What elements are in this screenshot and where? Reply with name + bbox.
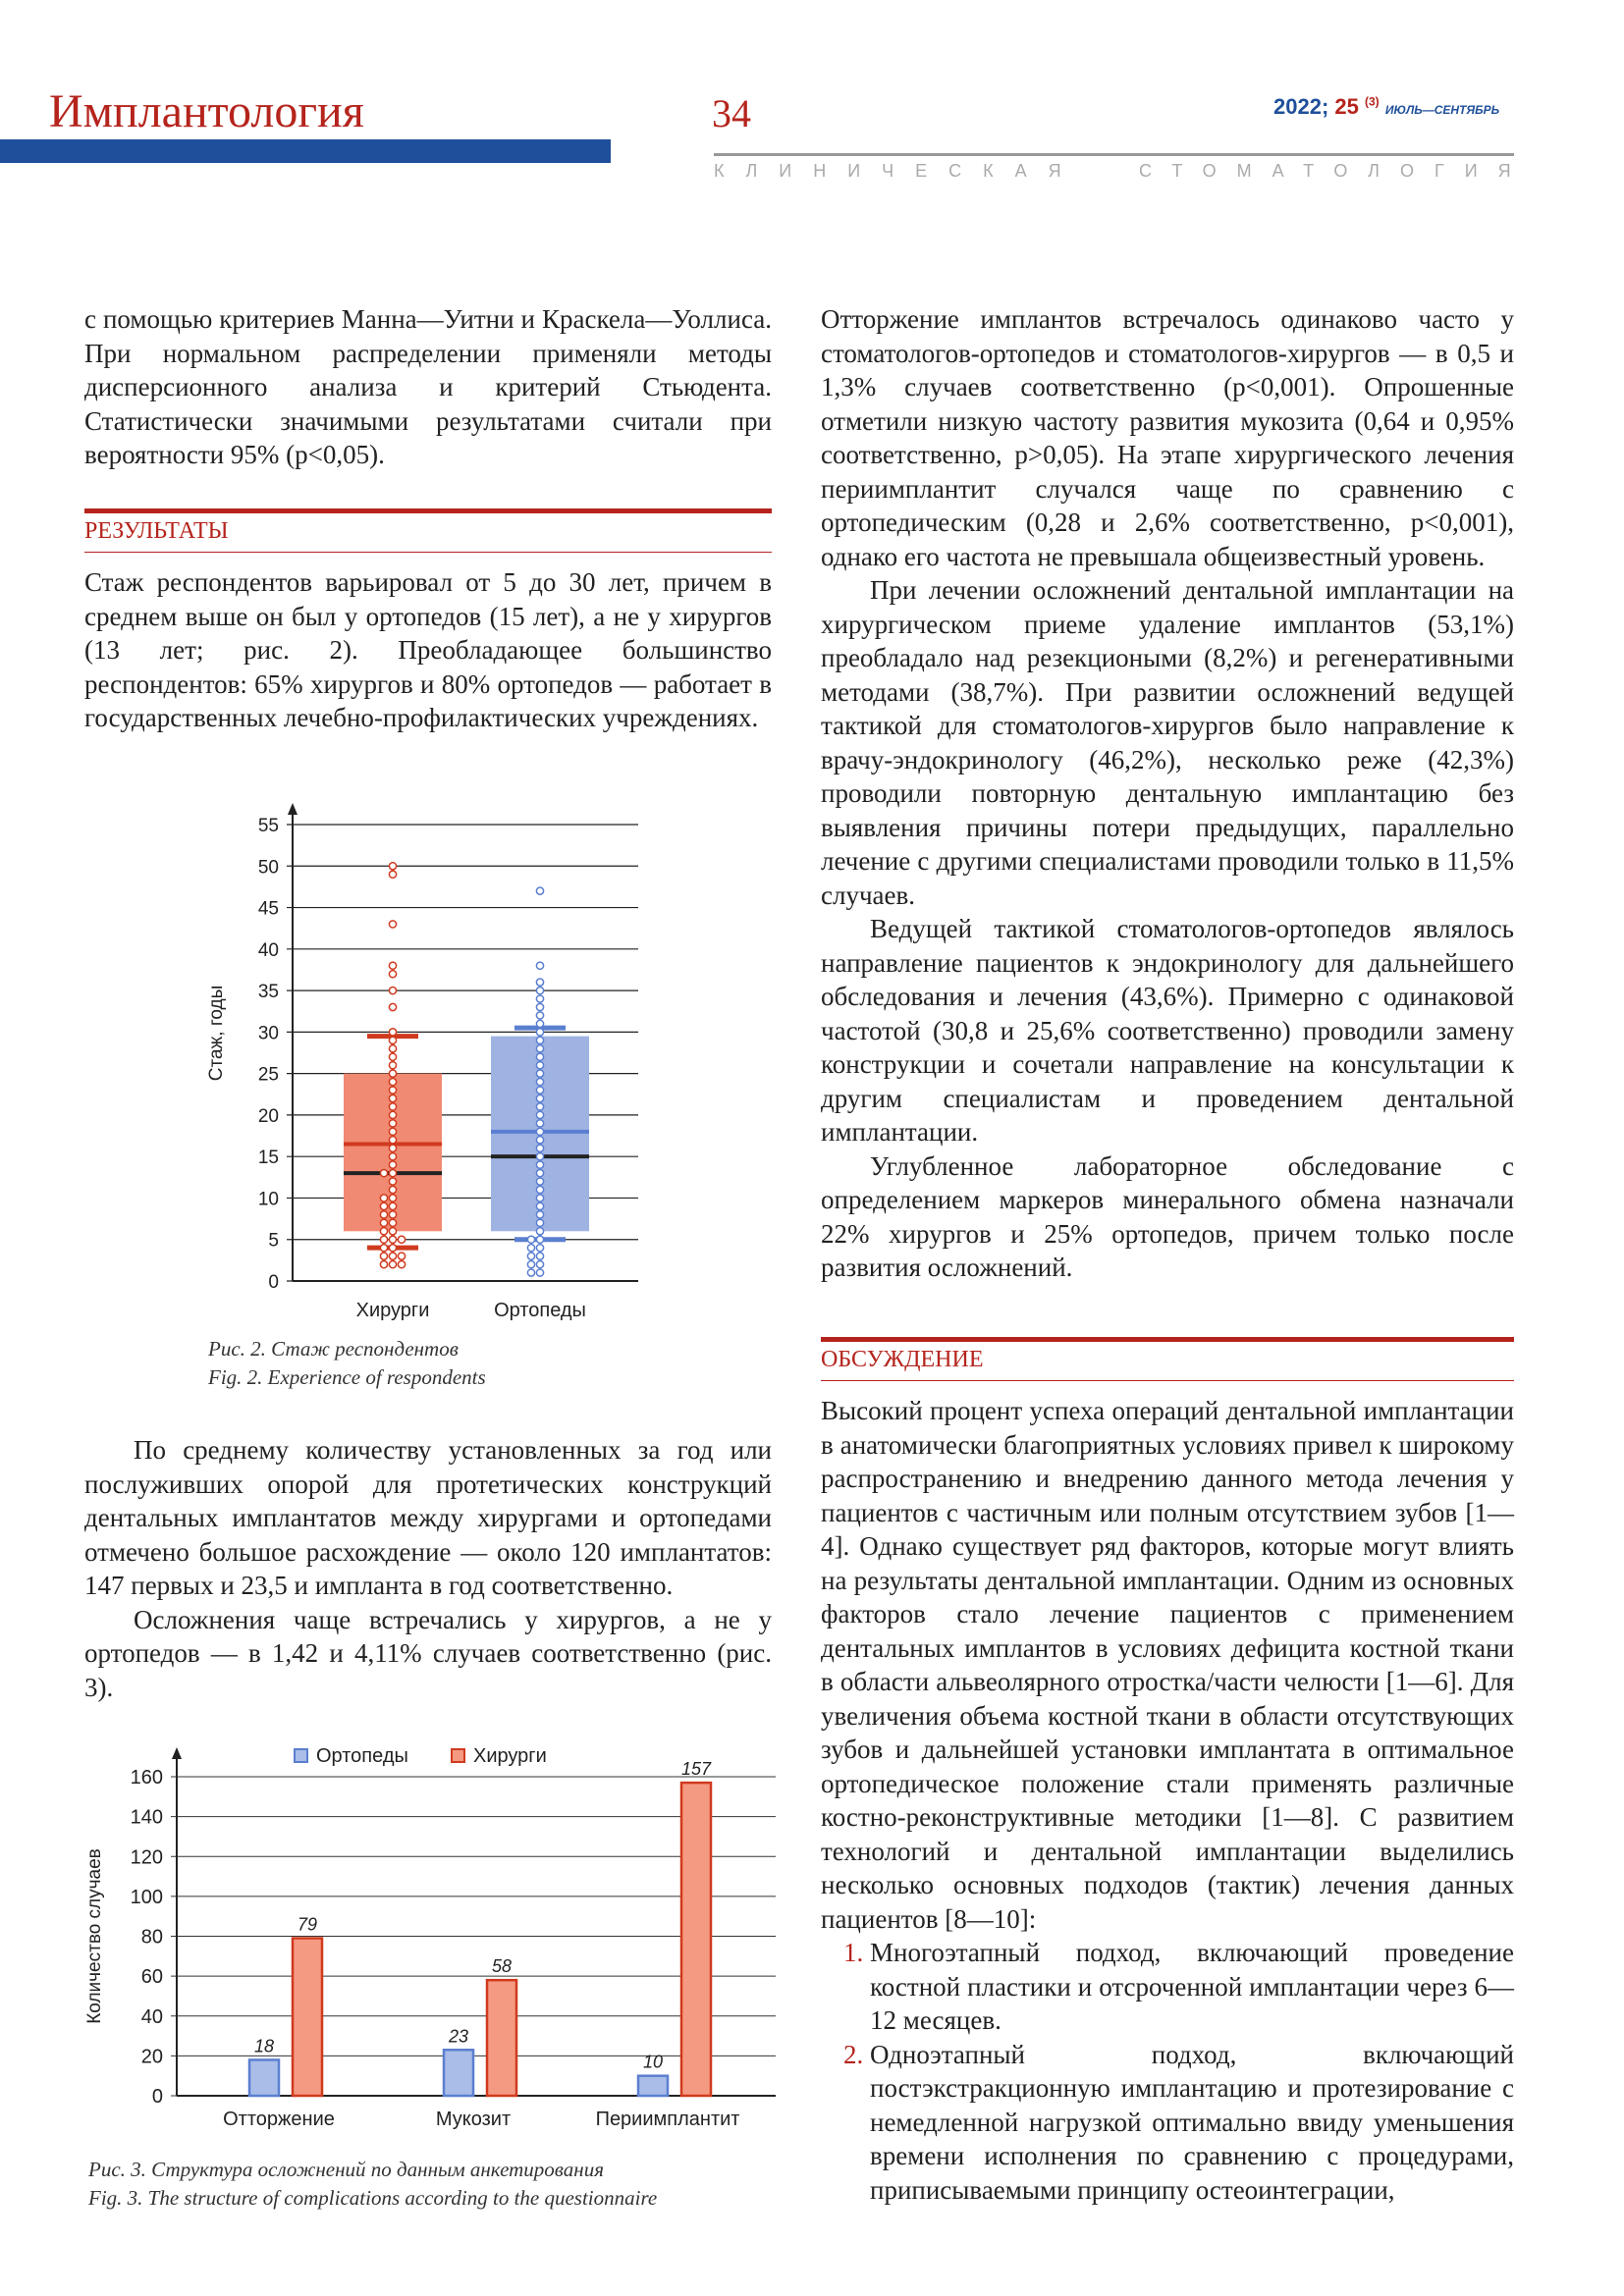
data-point [389, 1219, 396, 1226]
y-tick-label: 5 [268, 1230, 279, 1252]
data-point [536, 1137, 543, 1144]
y-tick-label: 20 [257, 1105, 279, 1127]
data-point [389, 1253, 396, 1259]
data-point [527, 1260, 534, 1267]
data-point [536, 1087, 543, 1094]
data-point [389, 1037, 396, 1043]
y-tick-label: 80 [140, 1926, 163, 1949]
data-point [536, 1178, 543, 1185]
fig2-caption-ru: Рис. 2. Стаж респондентов [208, 1337, 459, 1361]
data-point [536, 995, 543, 1002]
data-point [389, 1120, 396, 1127]
issue-volume: 25 [1334, 94, 1359, 119]
data-point [389, 1178, 396, 1185]
data-point [536, 1070, 543, 1077]
fig2-caption-en: Fig. 2. Experience of respondents [208, 1365, 486, 1389]
data-point [380, 1219, 387, 1226]
data-point [389, 1169, 396, 1176]
data-point [389, 1095, 396, 1101]
data-point [536, 1037, 543, 1043]
experience-boxplot [187, 785, 658, 1335]
data-point [389, 962, 396, 969]
data-point [536, 1012, 543, 1019]
data-point [389, 1128, 396, 1135]
x-tick-label: Хирурги [355, 1300, 430, 1321]
data-point [536, 979, 543, 986]
y-axis-label: Количество случаев [84, 1848, 105, 2024]
data-point [536, 1245, 543, 1252]
data-point [389, 1029, 396, 1036]
y-tick-label: 40 [257, 939, 279, 961]
data-point [389, 1202, 396, 1209]
data-point [389, 863, 396, 870]
y-tick-label: 55 [257, 816, 279, 836]
text-paragraph: с помощью критериев Манна—Уитни и Краскела—Уоллиса. При нормальном распределении применяли методы дисперсионного анализа и критерий Стьюдента. Статистически значимыми результатами считали при вероятности 95% (p<0,05). [84, 304, 772, 469]
data-point [536, 1145, 543, 1151]
data-point [398, 1260, 405, 1267]
data-point [380, 1245, 387, 1252]
data-point [380, 1228, 387, 1235]
data-point [389, 1245, 396, 1252]
section-rule [84, 508, 772, 513]
legend-label: Ортопеды [316, 1745, 408, 1767]
section-rule [821, 1337, 1514, 1342]
data-point [536, 1153, 543, 1160]
data-point [536, 987, 543, 993]
issue-year: 2022; [1273, 94, 1329, 119]
data-point [380, 1195, 387, 1201]
legend-swatch [295, 1749, 307, 1762]
data-label: 18 [253, 2036, 275, 2056]
issue-info [1273, 94, 1499, 120]
results-heading: РЕЗУЛЬТАТЫ [84, 518, 229, 544]
data-point [380, 1236, 387, 1243]
data-point [389, 1078, 396, 1085]
text-paragraph: Углубленное лабораторное обследование с определением маркеров минерального обмена назначали 22% хирургов и 25% ортопедов, причем только после развития осложнений. [821, 1150, 1514, 1282]
x-tick-label: Мукозит [435, 2109, 512, 2130]
y-tick-label: 0 [268, 1272, 279, 1293]
data-point [389, 1087, 396, 1094]
data-label: 58 [491, 1956, 513, 1977]
header-bar [0, 139, 611, 163]
data-label: 23 [448, 2026, 469, 2047]
data-point [380, 1202, 387, 1209]
x-tick-label: Периимплантит [595, 2109, 740, 2130]
data-point [536, 1078, 543, 1085]
bar [249, 2059, 279, 2096]
data-point [536, 1269, 543, 1276]
data-point [389, 987, 396, 993]
data-point [536, 1260, 543, 1267]
y-tick-label: 160 [130, 1767, 163, 1789]
data-point [398, 1253, 405, 1259]
left-paragraph-2 [84, 565, 772, 735]
journal-subtitle-right: СТОМАТОЛОГИЯ [1139, 161, 1532, 181]
data-point [536, 1020, 543, 1027]
text-paragraph: Ведущей тактикой стоматологов-ортопедов являлось направление пациентов к эндокринологу для дальнейшего обследования и лечения (43,6%). Примерно с одинаковой частотой (30,8 и 25,6% соответственно) проводили замену конструкции и сочетали направление на консультации к другим специалистам и проведением дентальной имплантации. [821, 914, 1514, 1147]
x-tick-label: Отторжение [223, 2109, 335, 2130]
legend-swatch [452, 1749, 464, 1762]
section-rule-thin [821, 1380, 1514, 1381]
data-point [536, 1236, 543, 1243]
y-tick-label: 20 [140, 2046, 163, 2068]
data-point [389, 1111, 396, 1118]
data-point [389, 1186, 396, 1193]
data-point [527, 1269, 534, 1276]
data-point [389, 1145, 396, 1151]
bar [638, 2076, 668, 2096]
page-number: 34 [712, 91, 751, 135]
data-point [536, 1169, 543, 1176]
text-paragraph: При лечении осложнений дентальной имплантации на хирургическом приеме удаление имплантов (53,1%) преобладало над резекциоными (8,2%) и регенеративными методами (38,7%). При развитии осложнений ведущей тактикой для стоматологов-хирургов было направление к врачу-эндокринологу (46,2%), несколько реже (42,3%) проводили повторную дентальную имплантацию без выявления причины потери предыдущих, параллельно лечение с другими специалистами проводили только в 11,5% случаев. [821, 575, 1514, 910]
data-point [536, 1095, 543, 1101]
data-point [536, 1228, 543, 1235]
data-point [389, 1161, 396, 1168]
legend-label: Хирурги [473, 1745, 547, 1767]
x-tick-label: Ортопеды [494, 1300, 586, 1321]
y-axis-arrow [172, 1747, 182, 1759]
y-tick-label: 100 [130, 1886, 163, 1908]
data-point [380, 1211, 387, 1218]
y-tick-label: 15 [257, 1148, 279, 1169]
y-tick-label: 10 [257, 1189, 279, 1210]
y-tick-label: 0 [151, 2086, 163, 2108]
data-label: 79 [297, 1914, 318, 1935]
y-tick-label: 140 [130, 1806, 163, 1829]
journal-subtitle-left: КЛИНИЧЕСКАЯ [714, 161, 1083, 181]
data-point [536, 1253, 543, 1259]
y-tick-label: 25 [257, 1064, 279, 1086]
data-point [536, 1111, 543, 1118]
data-point [389, 1195, 396, 1201]
fig3-caption [88, 2156, 657, 2213]
y-tick-label: 120 [130, 1846, 163, 1869]
tactics-list [821, 1936, 1514, 2207]
y-tick-label: 45 [257, 898, 279, 920]
data-point [389, 1003, 396, 1010]
y-tick-label: 60 [140, 1966, 163, 1989]
data-point [380, 1253, 387, 1259]
data-point [389, 971, 396, 978]
header-rule [714, 153, 1514, 156]
issue-month: ИЮЛЬ—СЕНТЯБРЬ [1384, 103, 1500, 117]
data-point [389, 1211, 396, 1218]
data-point [536, 1003, 543, 1010]
text-paragraph: Осложнения чаще встречались у хирургов, а не у ортопедов — в 1,42 и 4,11% случаев соответственно (рис. 3). [84, 1604, 772, 1702]
data-point [536, 1186, 543, 1193]
data-point [536, 887, 543, 894]
left-paragraph-3 [84, 1433, 772, 1704]
data-point [389, 1103, 396, 1110]
data-point [536, 1211, 543, 1218]
discussion-heading: ОБСУЖДЕНИЕ [821, 1347, 984, 1372]
y-tick-label: 30 [257, 1023, 279, 1044]
data-point [389, 1236, 396, 1243]
data-point [389, 1070, 396, 1077]
text-paragraph: Отторжение имплантов встречалось одинаково часто у стоматологов-ортопедов и стоматологов-хирургов — в 0,5 и 1,3% случаев соответственно (p<0,001). Опрошенные отметили низкую частоту развития мукозита (0,64 и 0,95% соответственно, p>0,05). На этапе хирургического лечения периимплантит случался чаще по сравнению с ортопедическим (0,28 и 2,6% соответственно, p<0,001), однако его частота не превышала общеизвестный уровень. [821, 304, 1514, 571]
issue-number: (3) [1365, 94, 1380, 109]
text-paragraph: Высокий процент успеха операций дентальной имплантации в анатомически благоприятных условиях привел к широкому распространению и внедрению данного метода лечения у пациентов с частичным или полным отсутствием зубов [1—4]. Однако существует ряд факторов, которые могут влиять на результаты дентальной имплантации. Одним из основных факторов стало лечение пациентов с применением дентальных имплантов в условиях дефицита костной ткани в области альвеолярного отростка/части челюсти [1—6]. Для увеличения объема костной ткани в области отсутствующих зубов и дальнейшей установки имплантата в оптимальное ортопедическое положение стали применять различные костно-реконструктивные методики [1—8]. С развитием технологий и дентальной имплантации выделились несколько основных подходов (тактик) лечения данных пациентов [8—10]: [821, 1396, 1514, 1934]
bar [681, 1783, 711, 2096]
data-point [389, 871, 396, 878]
data-point [398, 1236, 405, 1243]
y-tick-label: 40 [140, 2005, 163, 2028]
data-point [389, 1260, 396, 1267]
data-point [536, 1120, 543, 1127]
data-point [389, 1137, 396, 1144]
bar [444, 2050, 473, 2096]
data-point [536, 1202, 543, 1209]
data-point [527, 1245, 534, 1252]
data-point [536, 1062, 543, 1069]
complications-barchart [59, 1728, 785, 2150]
bar [293, 1939, 322, 2096]
journal-title: Имплантология [49, 85, 364, 137]
text-paragraph: По среднему количеству установленных за год или послуживших опорой для протетических конструкций дентальных имплантатов между хирургами и ортопедами отмечено большое расхождение — около 120 имплантатов: 147 первых и 23,5 и импланта в год соответственно. [84, 1435, 772, 1600]
bar [487, 1980, 516, 2096]
data-point [389, 921, 396, 928]
data-point [527, 1236, 534, 1243]
list-item: 2. Одноэтапный подход, включающий постэкстракционную имплантацию и протезирование с немедленной нагрузкой оптимально ввиду уменьшения времени исполнения по сравнению с процедурами, приписываемыми принципу остеоинтеграции, [870, 2038, 1514, 2208]
data-point [380, 1169, 387, 1176]
y-tick-label: 35 [257, 982, 279, 1003]
left-paragraph-1 [84, 302, 772, 472]
data-point [536, 1161, 543, 1168]
data-point [536, 1029, 543, 1036]
data-point [527, 1253, 534, 1259]
data-label: 157 [680, 1759, 712, 1780]
right-discussion [821, 1394, 1514, 2207]
data-point [536, 1195, 543, 1201]
y-axis-label: Стаж, годы [206, 985, 227, 1082]
data-point [536, 962, 543, 969]
data-point [389, 1062, 396, 1069]
fig3-caption-en: Fig. 3. The structure of complications according to the questionnaire [88, 2186, 658, 2210]
data-point [536, 1103, 543, 1110]
data-point [536, 1045, 543, 1052]
y-axis-arrow [288, 803, 298, 815]
data-point [536, 1219, 543, 1226]
data-point [389, 1153, 396, 1160]
right-paragraphs [821, 302, 1514, 1285]
data-point [389, 1228, 396, 1235]
data-point [380, 1260, 387, 1267]
y-tick-label: 50 [257, 857, 279, 879]
list-item: 1. Многоэтапный подход, включающий проведение костной пластики и отсроченной имплантации через 6—12 месяцев. [870, 1936, 1514, 2038]
fig2-caption [208, 1335, 486, 1392]
fig3-caption-ru: Рис. 3. Структура осложнений по данным анкетирования [88, 2158, 604, 2181]
text-paragraph: Стаж респондентов варьировал от 5 до 30 лет, причем в среднем выше он был у ортопедов (15 лет), а не у хирургов (13 лет; рис. 2). Преобладающее большинство респондентов: 65% хирургов и 80% ортопедов — работает в государственных лечебно-профилактических учреждениях. [84, 567, 772, 732]
data-point [389, 1053, 396, 1060]
data-label: 10 [642, 2052, 664, 2072]
data-point [389, 1045, 396, 1052]
section-rule-thin [84, 552, 772, 553]
data-point [536, 1128, 543, 1135]
data-point [536, 1053, 543, 1060]
